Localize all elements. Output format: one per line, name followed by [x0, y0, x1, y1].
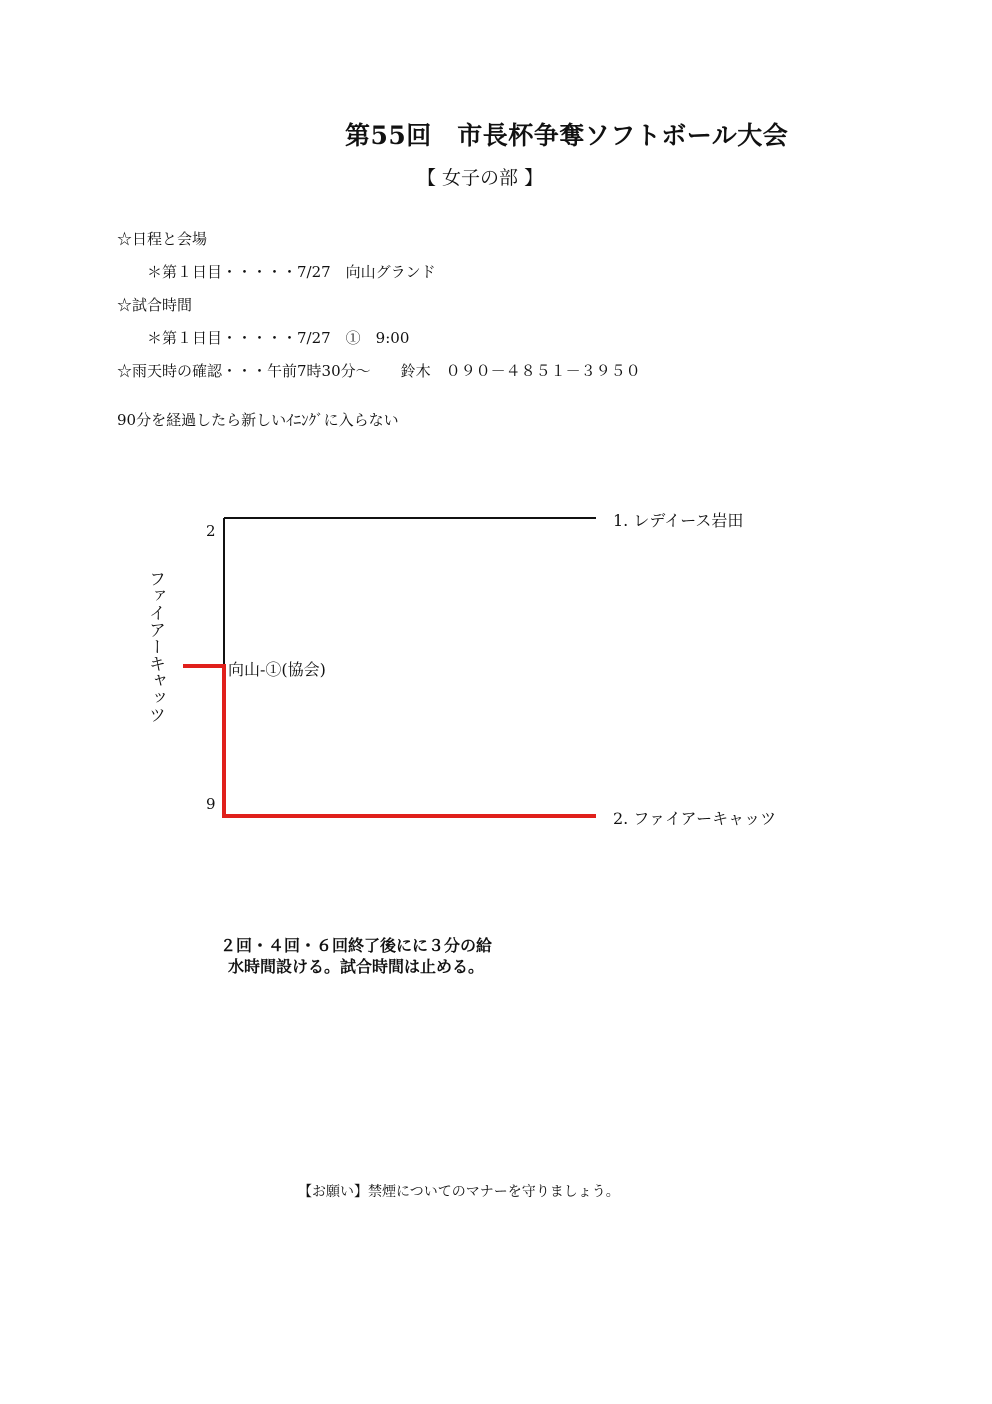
- footer-request: 【お願い】禁煙についてのマナーを守りましょう。: [298, 1184, 620, 1200]
- score-team1: 2: [206, 522, 216, 540]
- bracket-winner: ファイアーキャッツ: [145, 570, 165, 723]
- schedule-heading: ☆日程と会場: [117, 230, 208, 248]
- score-team2: 9: [206, 795, 216, 813]
- match-time-day1: ＊第１日目・・・・・7/27 ① 9:00: [147, 329, 410, 347]
- page-title: 第55回 市長杯争奪ソフトボール大会: [345, 121, 789, 150]
- match-time-heading: ☆試合時間: [117, 296, 193, 314]
- schedule-day1: ＊第１日目・・・・・7/27 向山グランド: [147, 263, 436, 281]
- bracket-team1: 1. レデイース岩田: [613, 511, 744, 530]
- division-subtitle: 【 女子の部 】: [417, 167, 544, 189]
- rain-check-contact: ☆雨天時の確認・・・午前7時30分～ 鈴木 ０９０－４８５１－３９５０: [117, 362, 641, 380]
- match-venue: 向山-①(協会): [228, 660, 326, 679]
- bracket-team2: 2. ファイアーキャッツ: [613, 809, 777, 828]
- winner-path: [183, 666, 596, 816]
- water-break-note: ２回・４回・６回終了後にに３分の給水時間設ける。試合時間は止める。: [219, 936, 492, 976]
- time-limit-rule: 90分を経過したら新しいｲﾆﾝｸﾞに入らない: [117, 411, 399, 429]
